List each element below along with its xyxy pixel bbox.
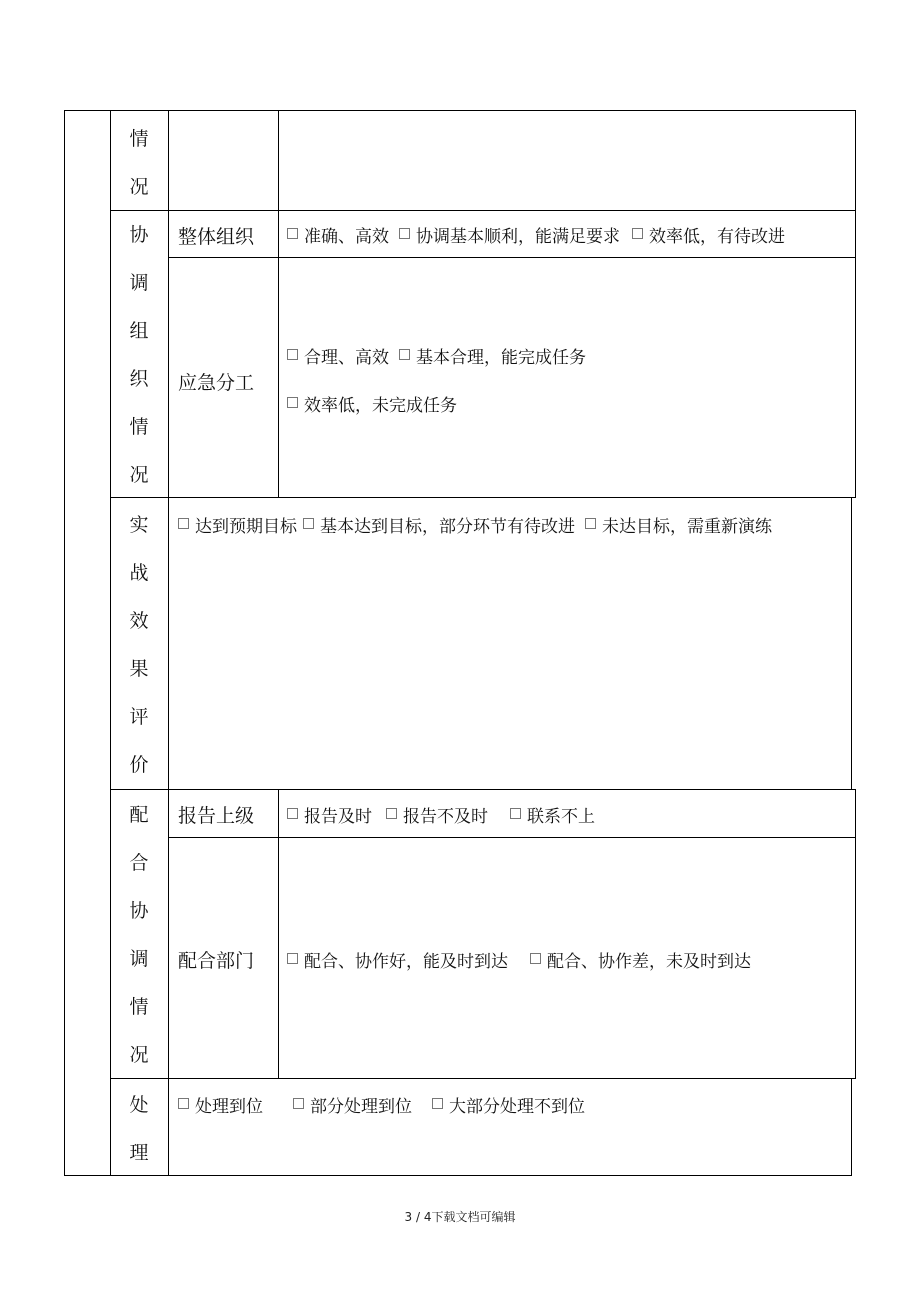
heading-char: 合 (129, 852, 149, 874)
option-label: 效率低，有待改进 (649, 226, 785, 247)
checkbox[interactable] (287, 228, 298, 239)
heading-char: 理 (129, 1142, 149, 1164)
table-border-top (64, 110, 856, 111)
heading-char: 况 (129, 1044, 149, 1066)
row-divider (110, 210, 856, 211)
checkbox[interactable] (178, 518, 189, 529)
heading-char: 配 (129, 804, 149, 826)
option-label: 配合、协作差，未及时到达 (547, 951, 751, 972)
option[interactable] (303, 512, 575, 537)
heading-char: 协 (129, 224, 149, 246)
option[interactable] (399, 343, 586, 368)
option-label: 基本合理，能完成任务 (416, 347, 586, 368)
option-label: 处理到位 (195, 1096, 263, 1117)
option[interactable] (287, 391, 457, 416)
heading-char: 况 (129, 464, 149, 486)
checkbox[interactable] (287, 808, 298, 819)
checkbox[interactable] (399, 349, 410, 360)
checkbox[interactable] (530, 953, 541, 964)
option-label: 协调基本顺利，能满足要求 (416, 226, 620, 247)
option[interactable] (287, 222, 389, 247)
option[interactable] (510, 802, 595, 827)
table-border-left (64, 110, 65, 1176)
table-border-right (855, 110, 856, 498)
checkbox[interactable] (632, 228, 643, 239)
overall-organization-label: 整体组织 (178, 226, 255, 248)
column-divider (278, 789, 279, 1079)
heading-char: 效 (129, 610, 149, 632)
heading-char: 实 (129, 514, 149, 536)
section-heading-handling (110, 1081, 168, 1177)
row-divider (110, 1078, 856, 1079)
heading-char: 评 (129, 706, 149, 728)
option[interactable] (287, 343, 389, 368)
checkbox[interactable] (303, 518, 314, 529)
option[interactable] (287, 947, 508, 972)
option-label: 效率低，未完成任务 (304, 395, 457, 416)
option-label: 大部分处理不到位 (449, 1096, 585, 1117)
column-divider (278, 110, 279, 498)
report-superior-options (287, 802, 595, 826)
option[interactable] (585, 512, 772, 537)
option-label: 报告不及时 (403, 806, 488, 827)
checkbox[interactable] (386, 808, 397, 819)
checkbox[interactable] (510, 808, 521, 819)
table-border-bottom (64, 1175, 852, 1176)
heading-char: 情 (129, 996, 149, 1018)
option-label: 部分处理到位 (310, 1096, 412, 1117)
cooperating-departments-options (287, 947, 751, 971)
option-label: 报告及时 (304, 806, 372, 827)
section-heading-coordination (110, 211, 168, 499)
heading-char: 价 (129, 754, 149, 776)
row-divider (168, 837, 856, 838)
row-divider (110, 497, 856, 498)
heading-char: 处 (129, 1094, 149, 1116)
option[interactable] (530, 947, 751, 972)
option[interactable] (178, 512, 297, 537)
row-divider (110, 789, 856, 790)
checkbox[interactable] (287, 349, 298, 360)
heading-char: 战 (129, 562, 149, 584)
heading-char: 情 (129, 128, 149, 150)
emergency-division-options-line1 (287, 343, 586, 367)
heading-char: 调 (129, 948, 149, 970)
option[interactable] (287, 802, 372, 827)
option[interactable] (399, 222, 620, 247)
report-superior-label: 报告上级 (178, 805, 255, 827)
heading-char: 织 (129, 368, 149, 390)
heading-char: 情 (129, 416, 149, 438)
checkbox[interactable] (432, 1098, 443, 1109)
handling-options (178, 1092, 585, 1116)
checkbox[interactable] (287, 953, 298, 964)
section-heading-cooperation (110, 791, 168, 1079)
heading-char: 果 (129, 658, 149, 680)
checkbox[interactable] (178, 1098, 189, 1109)
option-label: 基本达到目标，部分环节有待改进 (320, 516, 575, 537)
section-heading-situation (110, 115, 168, 211)
option[interactable] (293, 1092, 412, 1117)
checkbox[interactable] (399, 228, 410, 239)
overall-organization-options (287, 222, 785, 246)
option[interactable] (178, 1092, 263, 1117)
option[interactable] (386, 802, 488, 827)
option-label: 联系不上 (527, 806, 595, 827)
option[interactable] (432, 1092, 585, 1117)
option-label: 合理、高效 (304, 347, 389, 368)
section-heading-effect (110, 501, 168, 789)
page-footer: 3 / 4下载文档可编辑 (404, 1210, 516, 1224)
effect-options (178, 512, 772, 536)
column-divider (168, 110, 169, 1176)
option-label: 未达目标，需重新演练 (602, 516, 772, 537)
emergency-division-label: 应急分工 (178, 372, 255, 394)
option[interactable] (632, 222, 785, 247)
row-divider (168, 257, 856, 258)
table-border-right (851, 1078, 852, 1176)
table-border-right (855, 789, 856, 1079)
checkbox[interactable] (585, 518, 596, 529)
option-label: 配合、协作好，能及时到达 (304, 951, 508, 972)
option-label: 达到预期目标 (195, 516, 297, 537)
option-label: 准确、高效 (304, 226, 389, 247)
emergency-division-options-line2 (287, 391, 457, 415)
checkbox[interactable] (287, 397, 298, 408)
heading-char: 组 (129, 320, 149, 342)
checkbox[interactable] (293, 1098, 304, 1109)
heading-char: 协 (129, 900, 149, 922)
heading-char: 调 (129, 272, 149, 294)
cooperating-departments-label: 配合部门 (178, 950, 255, 972)
heading-char: 况 (129, 176, 149, 198)
table-border-right (851, 497, 852, 790)
